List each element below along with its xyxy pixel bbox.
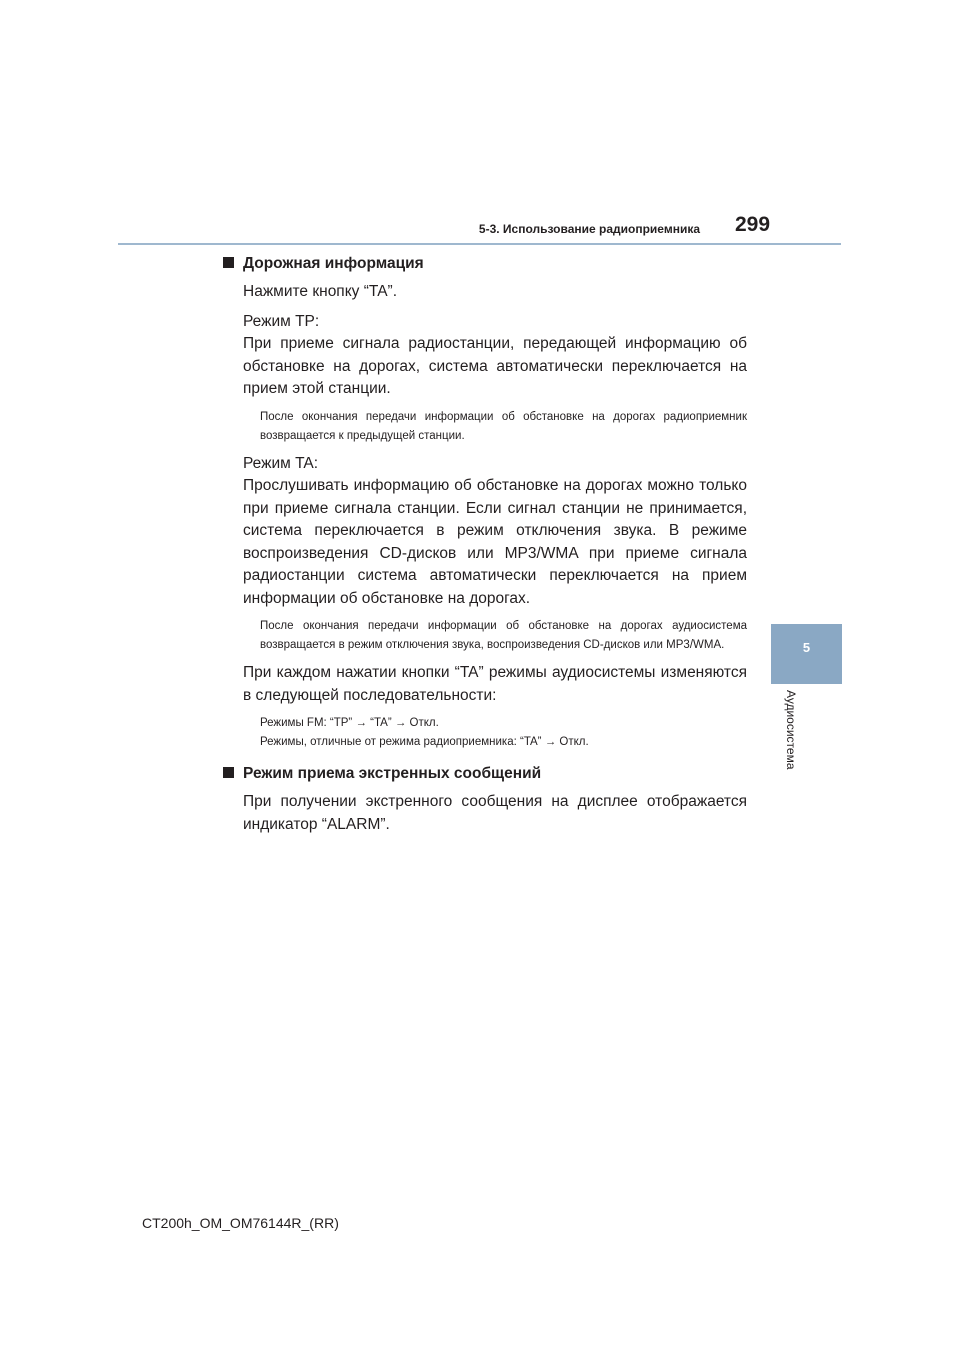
section-title: 5-3. Использование радиоприемника: [478, 222, 700, 236]
page-number: 299: [735, 213, 771, 236]
header-divider: [118, 243, 841, 245]
heading-text: Режим приема экстренных сообщений: [243, 765, 542, 782]
paragraph: Режим TP:: [243, 312, 320, 330]
note: Режимы FM: “TP” → “TA” → Откл.: [260, 717, 439, 729]
chapter-label: Аудиосистема: [784, 690, 798, 770]
page-content: [222, 254, 747, 843]
paragraph: Прослушивать информацию об обстановке на дорогах можно только при приеме сигнала станции. Если сигнал станции не принимается, система переключается в режим отключения звука. В режиме воспроизведения CD-дисков или MP3/WMA при приеме сигнала радиостанции система автоматически переключается на прием информации об обстановке на дорогах.: [243, 477, 747, 607]
document-code: CT200h_OM_OM76144R_(RR): [142, 1215, 339, 1231]
note: После окончания передачи информации об обстановке на дорогах аудиосистема возвращается в режим отключения звука, воспроизведения CD-дисков или MP3/WMA.: [260, 620, 747, 651]
section-heading-traffic-info: [222, 254, 747, 274]
note: Режимы, отличные от режима радиоприемника: “TA” → Откл.: [260, 736, 589, 748]
heading-text: Дорожная информация: [243, 255, 424, 272]
paragraph: При получении экстренного сообщения на дисплее отображается индикатор “ALARM”.: [243, 793, 747, 833]
section-heading-emergency: [222, 764, 747, 784]
square-bullet-icon: [223, 257, 234, 268]
paragraph: Нажмите кнопку “TA”.: [243, 283, 398, 300]
chapter-number: 5: [802, 640, 811, 655]
paragraph: При приеме сигнала радиостанции, передающей информацию об обстановке на дорогах, система автоматически переключается на прием этой станции.: [243, 335, 747, 397]
paragraph: Режим TA:: [243, 454, 319, 472]
chapter-tab: [771, 624, 842, 684]
note: После окончания передачи информации об обстановке на дорогах радиоприемник возвращается к предыдущей станции.: [260, 410, 747, 442]
square-bullet-icon: [223, 767, 234, 778]
paragraph: При каждом нажатии кнопки “TA” режимы аудиосистемы изменяются в следующей последовательности:: [243, 664, 747, 704]
